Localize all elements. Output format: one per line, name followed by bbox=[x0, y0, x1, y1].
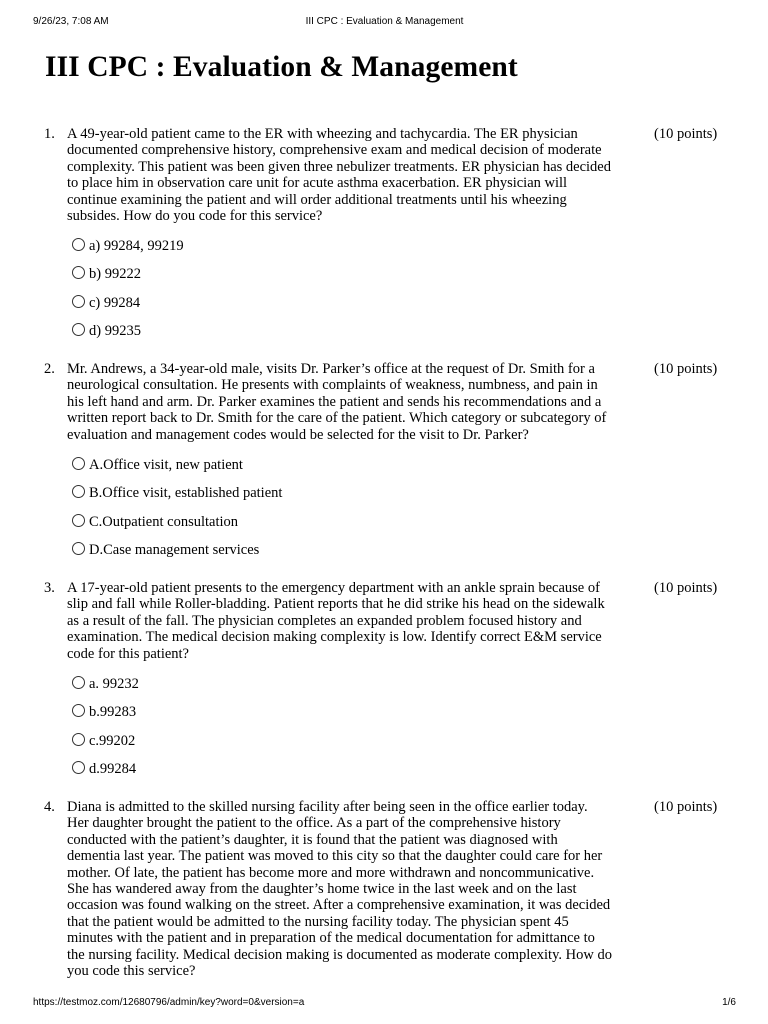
answer-option-label: b) 99222 bbox=[89, 266, 141, 283]
question-text bbox=[67, 580, 649, 662]
question-text-line: conducted with the patient’s daughter, it is found that the patient was diagnosed with bbox=[67, 831, 558, 848]
answer-option-label: D.Case management services bbox=[89, 541, 260, 558]
question-text-line: mother. Of late, the patient has become more and more withdrawn and noncommunicative. bbox=[67, 864, 595, 881]
question-number: 4. bbox=[44, 799, 55, 815]
answer-option[interactable] bbox=[72, 484, 282, 502]
question-text-line: his left hand and arm. Dr. Parker examines the patient and sends his recommendations and a bbox=[67, 393, 602, 410]
answer-option-label: C.Outpatient consultation bbox=[89, 513, 239, 530]
answer-option-label: a. 99232 bbox=[89, 676, 139, 692]
radio-button-icon[interactable] bbox=[72, 323, 85, 336]
question-text-line: A 17-year-old patient presents to the emergency department with an ankle sprain because of bbox=[67, 580, 600, 596]
answer-option[interactable] bbox=[72, 322, 141, 340]
question-text bbox=[67, 361, 649, 443]
question-number: 3. bbox=[44, 580, 55, 596]
question-text-line: as a result of the fall. The physician completes an expanded problem focused history and bbox=[67, 612, 582, 629]
question-text-line: documented comprehensive history, comprehensive exam and medical decision of moderate bbox=[67, 142, 602, 159]
radio-button-icon[interactable] bbox=[72, 457, 85, 470]
answer-option-label: c) 99284 bbox=[89, 294, 141, 311]
radio-button-icon[interactable] bbox=[72, 485, 85, 498]
question-text-line: Mr. Andrews, a 34-year-old male, visits Dr. Parker’s office at the request of Dr. Smith for a bbox=[67, 361, 595, 377]
radio-button-icon[interactable] bbox=[72, 514, 85, 527]
question-points: (10 points) bbox=[654, 126, 718, 142]
print-datetime: 9/26/23, 7:08 AM bbox=[33, 16, 109, 27]
question-text-line: to place him in observation care unit for acute asthma exacerbation. ER physician will bbox=[67, 175, 568, 192]
answer-option-label: a) 99284, 99219 bbox=[89, 238, 184, 254]
question-text-line: the nursing facility. Medical decision making is documented as moderate complexity. How do bbox=[67, 946, 612, 963]
answer-option[interactable] bbox=[72, 513, 238, 531]
question-text-line: that the patient would be admitted to the nursing facility today. The physician spent 45 bbox=[67, 913, 569, 930]
question-text bbox=[67, 126, 649, 224]
radio-button-icon[interactable] bbox=[72, 542, 85, 555]
radio-button-icon[interactable] bbox=[72, 238, 85, 251]
radio-button-icon[interactable] bbox=[72, 704, 85, 717]
radio-button-icon[interactable] bbox=[72, 733, 85, 746]
question-text-line: Her daughter brought the patient to the office. As a part of the comprehensive history bbox=[67, 815, 561, 832]
radio-button-icon[interactable] bbox=[72, 761, 85, 774]
question-text-line: written report back to Dr. Smith for the care of the patient. Which category or subcategory of bbox=[67, 410, 607, 427]
answer-option[interactable] bbox=[72, 703, 136, 721]
answer-option[interactable] bbox=[72, 675, 139, 693]
print-page-number: 1/6 bbox=[722, 997, 736, 1008]
answer-option[interactable] bbox=[72, 732, 135, 750]
answer-option-label: d) 99235 bbox=[89, 322, 141, 339]
radio-button-icon[interactable] bbox=[72, 266, 85, 279]
question-text-line: dementia last year. The patient was moved to this city so that the daughter could care for her bbox=[67, 848, 603, 865]
answer-option[interactable] bbox=[72, 456, 243, 474]
question-text-line: A 49-year-old patient came to the ER with wheezing and tachycardia. The ER physician bbox=[67, 126, 578, 142]
question-text-line: slip and fall while Roller-bladding. Patient reports that he did strike his head on the sidewalk bbox=[67, 596, 605, 613]
radio-button-icon[interactable] bbox=[72, 676, 85, 689]
question-text-line: evaluation and management codes would be selected for the visit to Dr. Parker? bbox=[67, 426, 529, 443]
answer-option[interactable] bbox=[72, 541, 259, 559]
question-text-line: occasion was found walking on the street. After a comprehensive examination, it was decided bbox=[67, 897, 611, 914]
question-text-line: you code this service? bbox=[67, 963, 196, 980]
print-header bbox=[33, 16, 736, 30]
question-text-line: subsides. How do you code for this service? bbox=[67, 208, 323, 225]
answer-option-label: A.Office visit, new patient bbox=[89, 457, 243, 473]
answer-option[interactable] bbox=[72, 294, 140, 312]
answer-option[interactable] bbox=[72, 265, 141, 283]
answer-option[interactable] bbox=[72, 760, 136, 778]
question-text bbox=[67, 799, 649, 979]
question-number: 2. bbox=[44, 361, 55, 377]
question-number: 1. bbox=[44, 126, 55, 142]
question-text-line: neurological consultation. He presents with complaints of weakness, numbness, and pain in bbox=[67, 377, 598, 394]
answer-option[interactable] bbox=[72, 237, 184, 255]
question-text-line: She has wandered away from the daughter’s home twice in the last week and on the last bbox=[67, 881, 577, 898]
question-text-line: continue examining the patient and will order additional treatments until his wheezing bbox=[67, 191, 567, 208]
print-footer bbox=[33, 997, 736, 1011]
answer-option-label: B.Office visit, established patient bbox=[89, 485, 283, 502]
answer-option-label: c.99202 bbox=[89, 732, 136, 749]
question-text-line: Diana is admitted to the skilled nursing facility after being seen in the office earlier today. bbox=[67, 799, 588, 815]
question-text-line: minutes with the patient and in preparation of the medical documentation for admittance to bbox=[67, 930, 595, 947]
print-doc-title: III CPC : Evaluation & Management bbox=[305, 16, 464, 27]
question-text-line: complexity. This patient was been given three nebulizer treatments. ER physician has decided bbox=[67, 158, 611, 175]
question-points: (10 points) bbox=[654, 799, 718, 815]
radio-button-icon[interactable] bbox=[72, 295, 85, 308]
question-text-line: code for this patient? bbox=[67, 645, 189, 662]
question-text-line: examination. The medical decision making complexity is low. Identify correct E&M service bbox=[67, 629, 602, 646]
question-points: (10 points) bbox=[654, 361, 718, 377]
answer-option-label: b.99283 bbox=[89, 704, 137, 721]
question-points: (10 points) bbox=[654, 580, 718, 596]
answer-option-label: d.99284 bbox=[89, 760, 137, 777]
page-title: III CPC : Evaluation & Management bbox=[45, 51, 518, 83]
print-url: https://testmoz.com/12680796/admin/key?word=0&version=a bbox=[33, 997, 305, 1008]
